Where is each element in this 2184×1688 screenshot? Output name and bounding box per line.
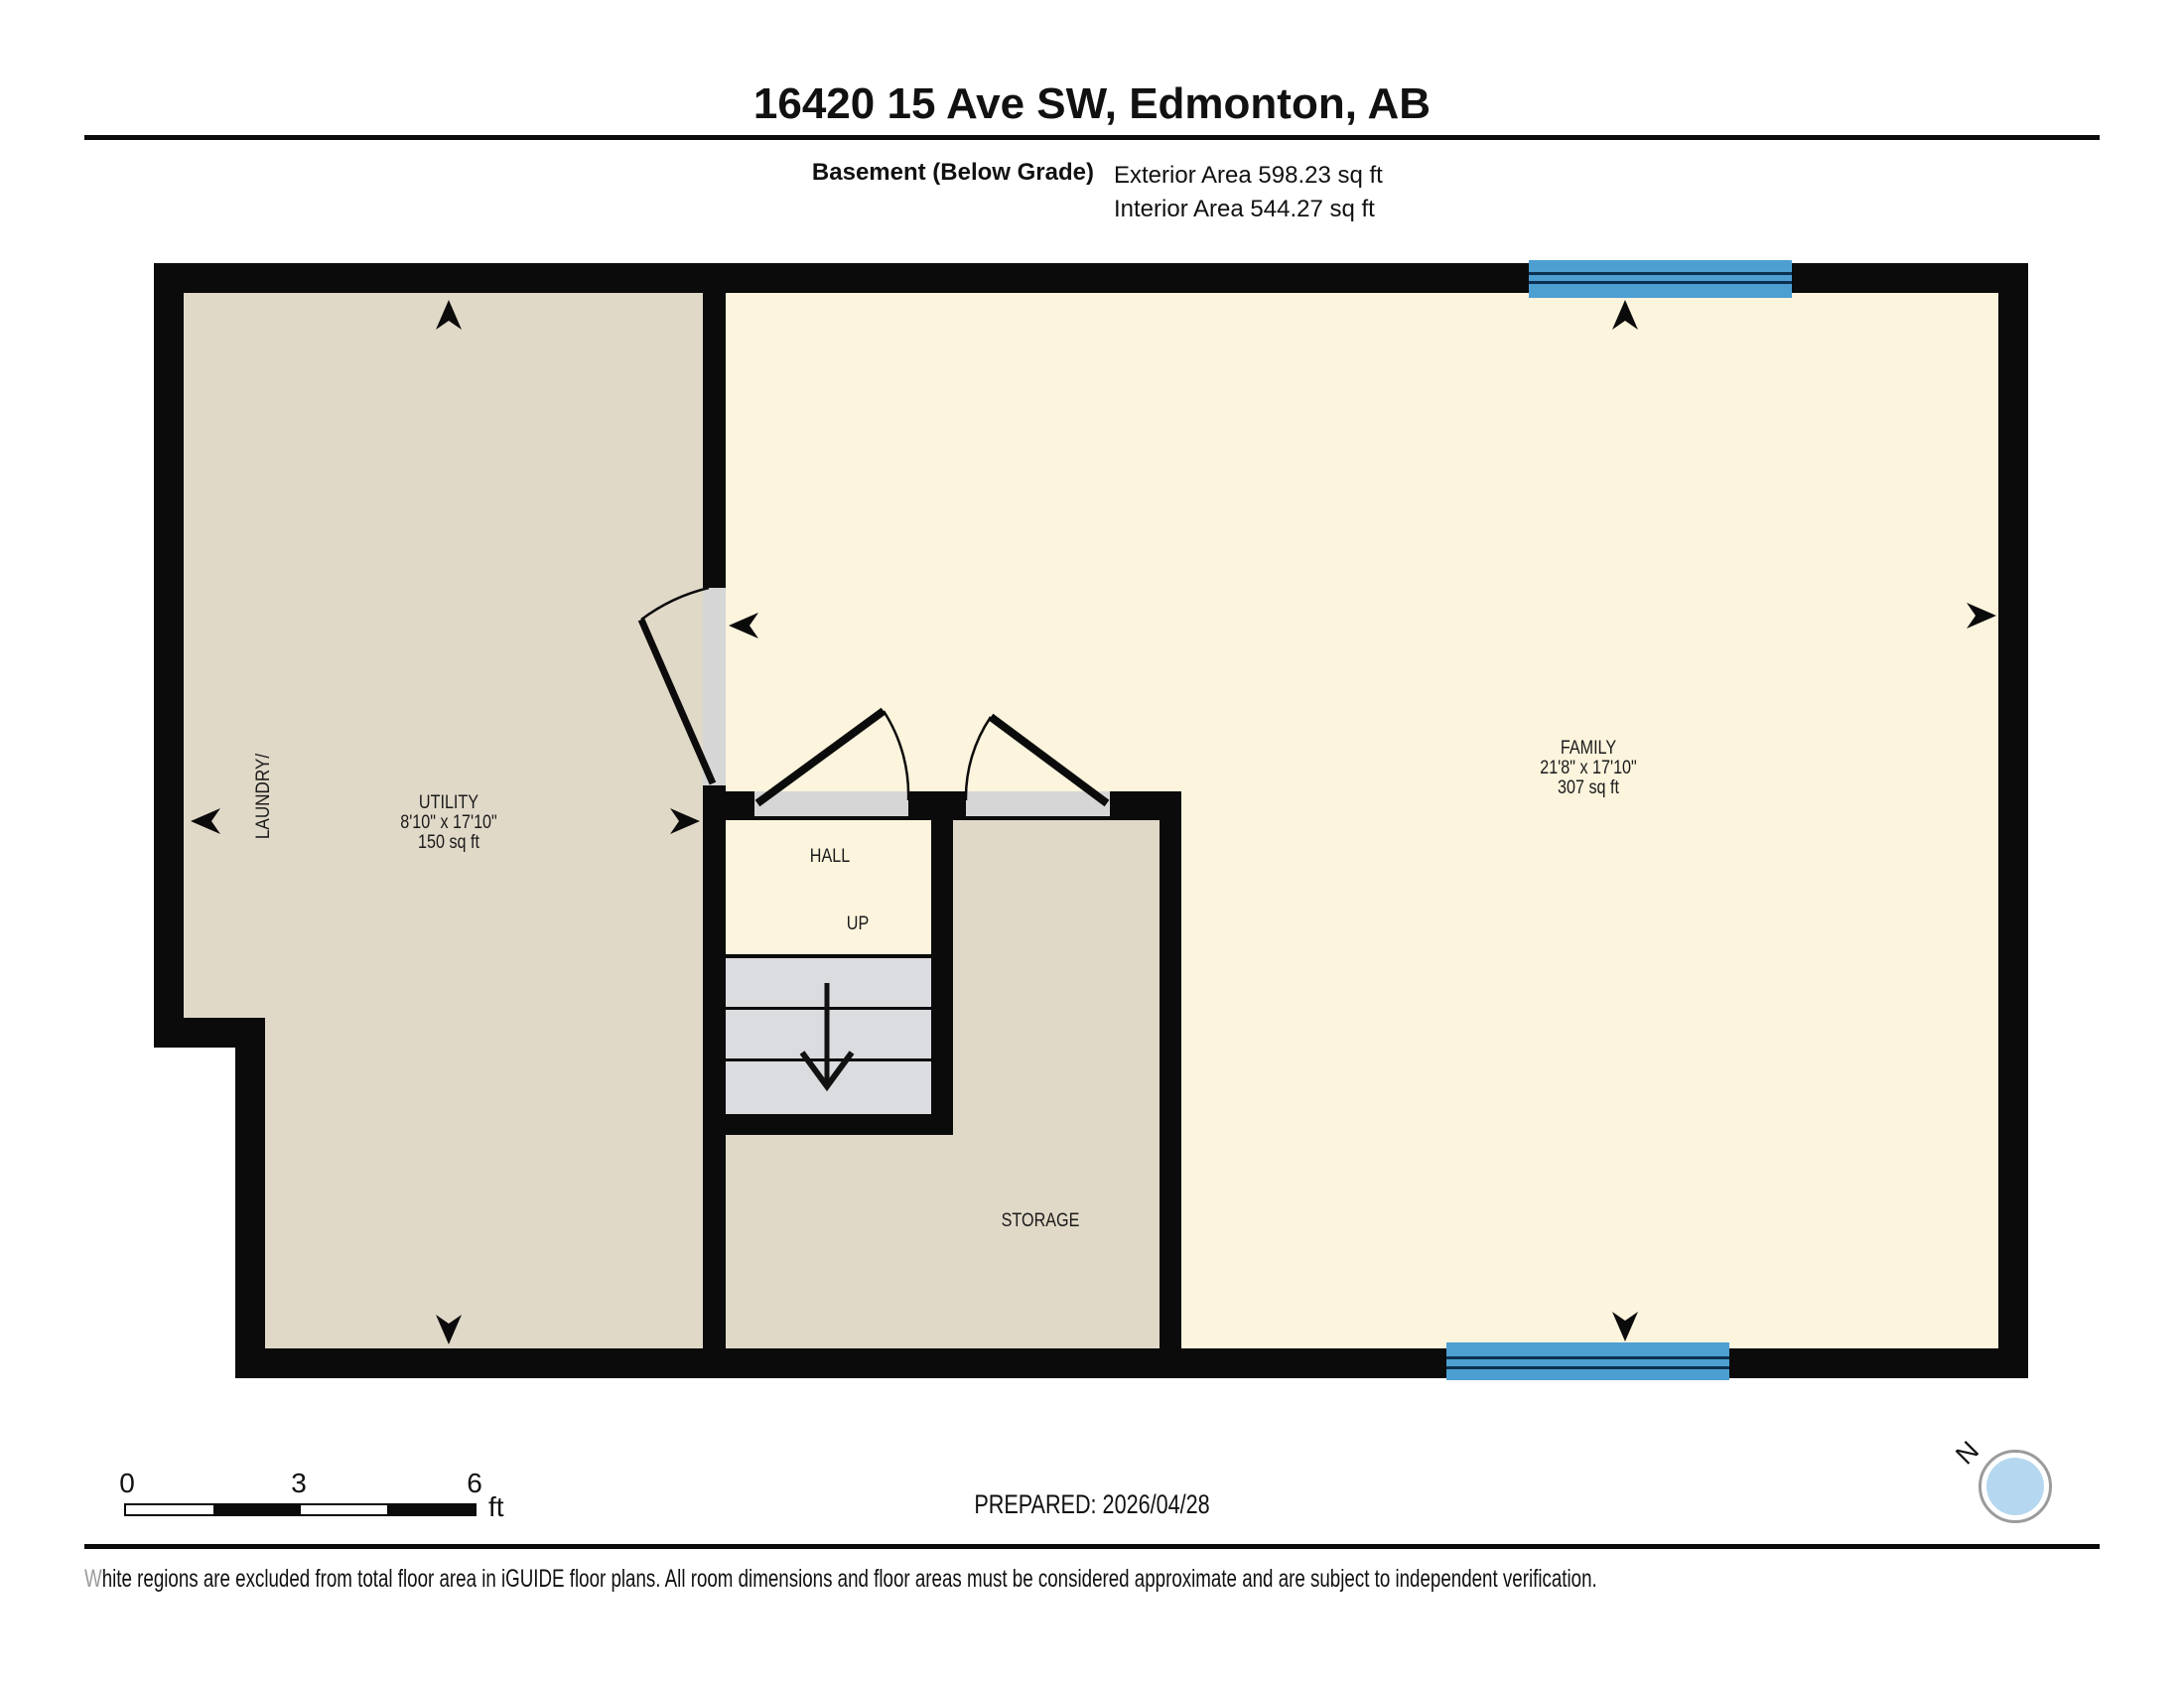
utility-label (356, 793, 542, 853)
storage-door-swing (966, 717, 1107, 803)
scale-segment (387, 1505, 475, 1514)
scale-tick-3: 3 (291, 1468, 307, 1498)
hall-label: HALL (809, 846, 851, 867)
disclaimer-text (84, 1565, 1597, 1594)
disclaimer-body: hite regions are excluded from total floor area in iGUIDE floor plans. All room dimensions and floor areas must be considered approximate and are subject to independent verification. (101, 1565, 1597, 1593)
stairs-direction-arrow-icon (802, 983, 852, 1086)
compass-face (1986, 1458, 2044, 1515)
scale-segment (213, 1505, 301, 1514)
dimension-arrow-up-icon (1612, 300, 1638, 330)
storage-label: STORAGE (1001, 1210, 1080, 1231)
family-label (1496, 739, 1682, 798)
page-title: 16420 15 Ave SW, Edmonton, AB (752, 79, 1432, 128)
scale-tick-6: 6 (467, 1468, 482, 1498)
dimension-arrow-up-icon (436, 300, 462, 330)
family-name: FAMILY (1560, 738, 1617, 759)
utility-dimensions: 8'10" x 17'10" (400, 812, 497, 833)
disclaimer-lead-char: W (84, 1565, 102, 1593)
scale-tick-0: 0 (119, 1468, 135, 1498)
interior-area: Interior Area 544.27 sq ft (1114, 196, 1375, 222)
utility-area: 150 sq ft (418, 832, 479, 853)
dimension-arrow-left-icon (191, 808, 220, 834)
laundry-label: LAUNDRY/ (253, 753, 274, 840)
hall-door-swing (757, 711, 908, 803)
floor-name: Basement (Below Grade) (811, 159, 1094, 186)
dimension-arrow-right-icon (1967, 603, 1996, 629)
compass-north-label: N (1950, 1435, 1985, 1471)
dimension-arrow-right-icon (670, 808, 700, 834)
dimension-arrow-down-icon (436, 1315, 462, 1344)
dimension-arrow-left-icon (729, 613, 758, 638)
stairs-up-label: UP (846, 914, 870, 934)
family-area: 307 sq ft (1558, 777, 1619, 798)
scale-segment (126, 1505, 213, 1514)
footer-divider (84, 1544, 2100, 1549)
prepared-date: PREPARED: 2026/04/28 (974, 1489, 1210, 1519)
dimension-arrow-down-icon (1612, 1312, 1638, 1341)
family-dimensions: 21'8" x 17'10" (1540, 758, 1637, 778)
utility-name: UTILITY (418, 792, 479, 813)
scale-bar (124, 1503, 477, 1516)
scale-unit-label: ft (488, 1491, 504, 1522)
utility-door-swing (641, 588, 713, 783)
scale-segment (301, 1505, 388, 1514)
exterior-area: Exterior Area 598.23 sq ft (1114, 162, 1383, 189)
